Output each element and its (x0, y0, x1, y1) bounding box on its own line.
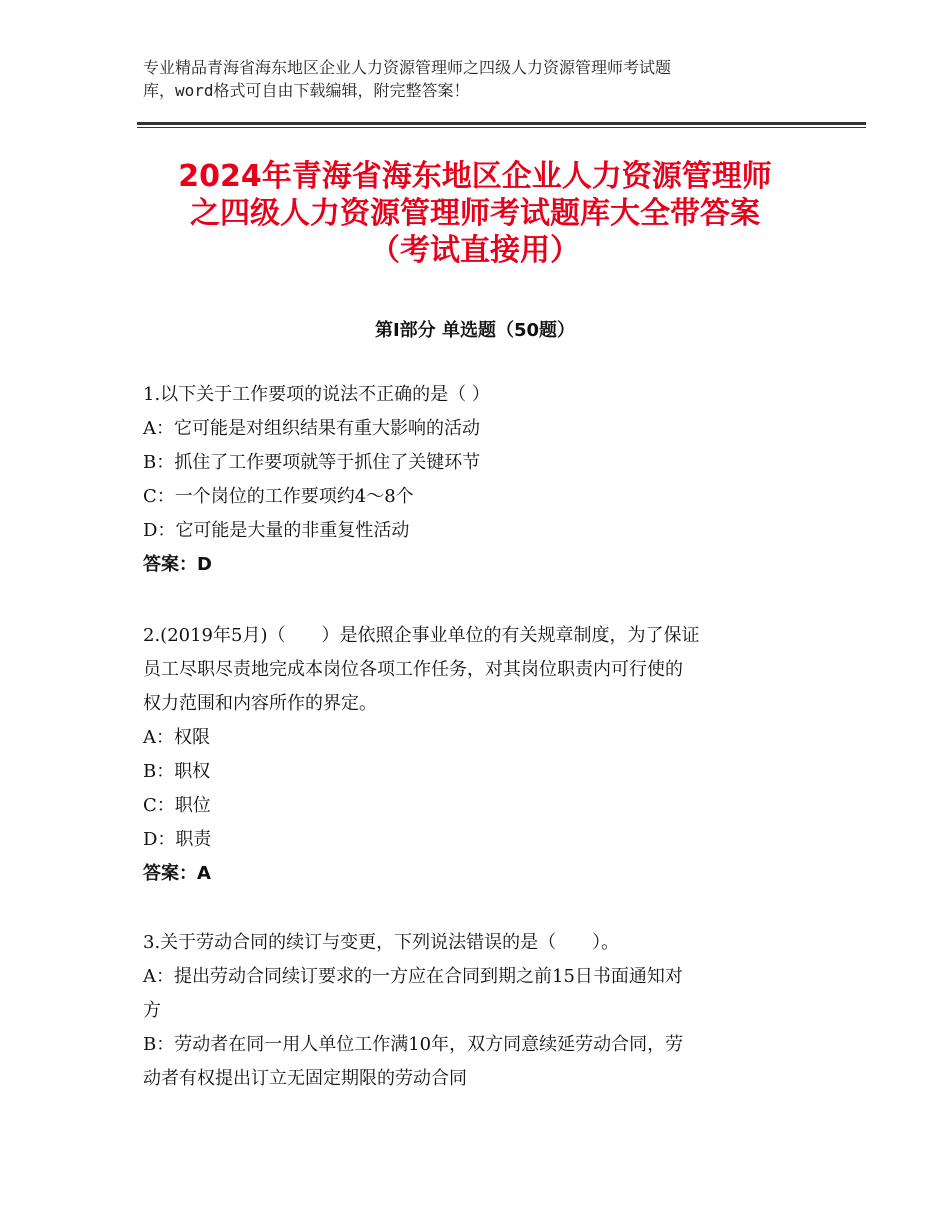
option-b: B：劳动者在同一用人单位工作满10年，双方同意续延劳动合同，劳 (143, 1034, 684, 1055)
option-a-continued: 方 (143, 1000, 161, 1021)
header-divider-thin (137, 127, 866, 128)
question-stem: 1.以下关于工作要项的说法不正确的是（ ） (143, 384, 490, 405)
question-stem: 3.关于劳动合同的续订与变更，下列说法错误的是（ ）。 (143, 932, 620, 953)
option-d: D：它可能是大量的非重复性活动 (143, 520, 410, 541)
option-a: A：权限 (143, 727, 210, 748)
header-divider-thick (137, 122, 866, 125)
title-line: 之四级人力资源管理师考试题库大全带答案 (190, 196, 760, 231)
answer-line: 答案：D (143, 554, 212, 575)
question-2 (143, 619, 823, 891)
option-c: C：一个岗位的工作要项约4～8个 (143, 486, 414, 507)
question-stem: 权力范围和内容所作的界定。 (143, 693, 377, 714)
option-b: B：抓住了工作要项就等于抓住了关键环节 (143, 452, 481, 473)
header-note-line: 库，word格式可自由下载编辑，附完整答案！ (143, 81, 470, 100)
option-a: A：提出劳动合同续订要求的一方应在合同到期之前15日书面通知对 (143, 966, 683, 987)
answer-line: 答案：A (143, 863, 211, 884)
option-b: B：职权 (143, 761, 211, 782)
section-heading: 第Ⅰ部分 单选题（50题） (374, 320, 575, 341)
option-c: C：职位 (143, 795, 211, 816)
header-note (143, 56, 803, 102)
option-b-continued: 动者有权提出订立无固定期限的劳动合同 (143, 1068, 467, 1089)
title-line: （考试直接用） (370, 233, 580, 268)
title-line: 2024年青海省海东地区企业人力资源管理师 (178, 159, 772, 194)
question-1 (143, 378, 823, 582)
header-note-line: 专业精品青海省海东地区企业人力资源管理师之四级人力资源管理师考试题 (143, 58, 672, 77)
question-3 (143, 926, 823, 1096)
question-stem: 2.(2019年5月)（ ）是依照企事业单位的有关规章制度，为了保证 (143, 625, 700, 646)
question-stem: 员工尽职尽责地完成本岗位各项工作任务，对其岗位职责内可行使的 (143, 659, 683, 680)
option-a: A：它可能是对组织结果有重大影响的活动 (143, 418, 480, 439)
option-d: D：职责 (143, 829, 212, 850)
document-title (120, 158, 830, 269)
